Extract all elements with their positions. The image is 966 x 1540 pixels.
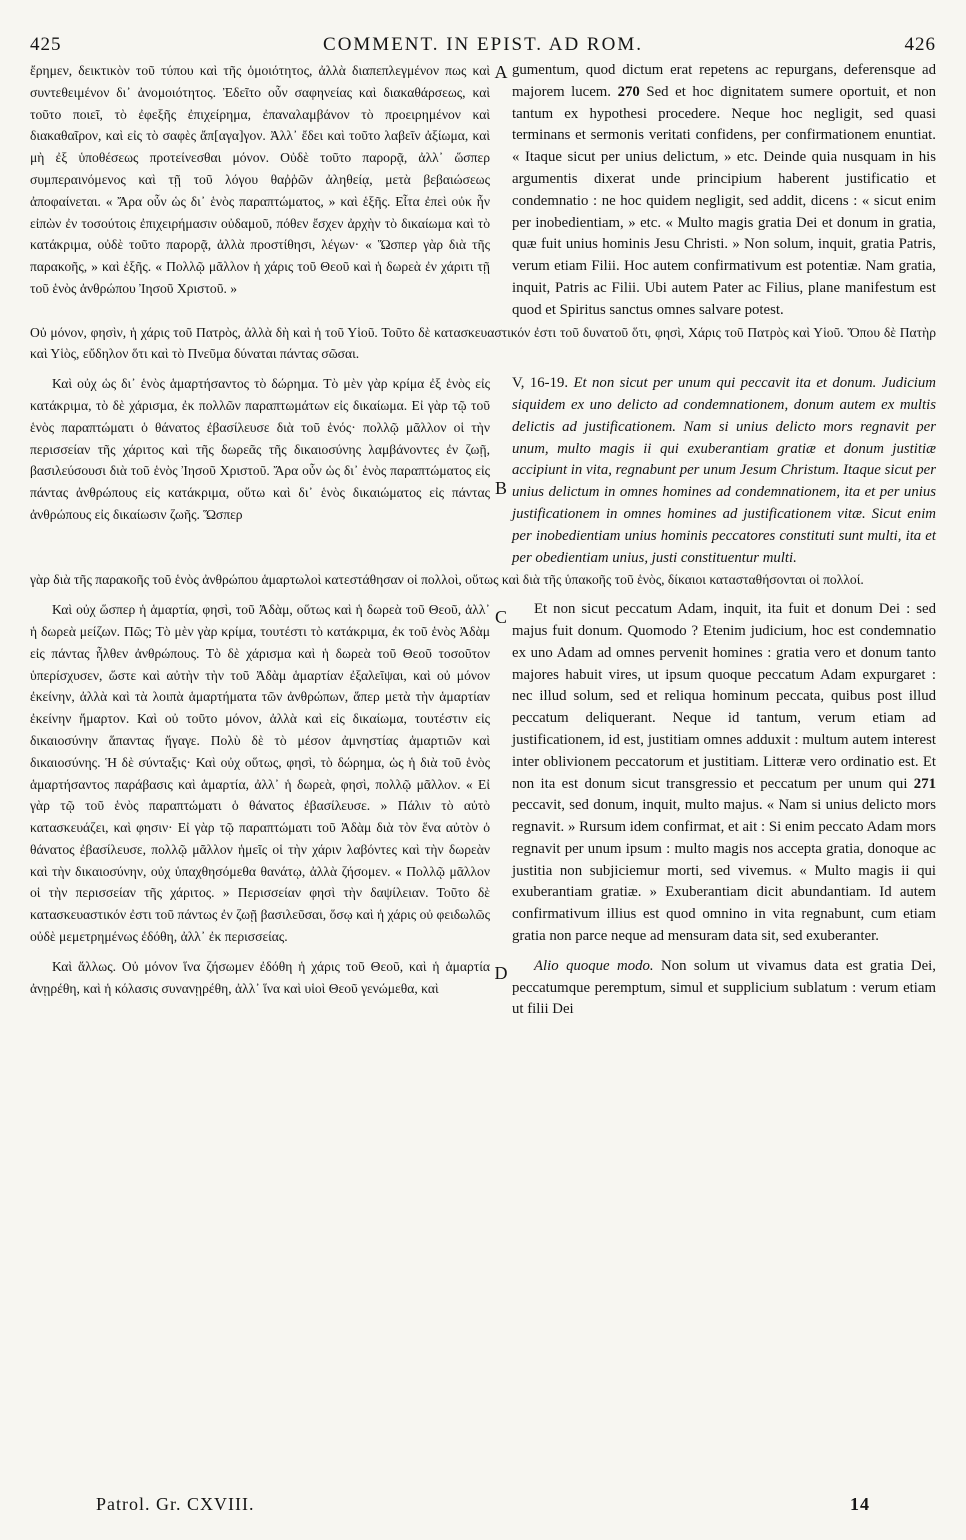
latin-text: Et non sicut peccatum Adam, inquit, ita fuit et donum Dei : sed majus fuit donum. Quomodo ? Etenim judicium, hoc est condemnatio ex uno Adam ad omnes pervenit homines : gratia vero et donum tanto majores habuit vires, ut ipsum quoque peccatum Adam expurgaret : nec illud solum, sed et reliqua hominum peccata, quibus post illud peccatum deliquerant. Neque id tantum, verum etiam ad justificationem, id est, justitiam omnes adduxit : multum autem interest inter oblivionem peccatorum et justitiam. Litteræ vero ordinatio est. Et non ita est donum sicut transgressio et peccatum per unum qui — [512, 601, 936, 792]
page-footer — [96, 1494, 870, 1515]
greek-paragraph: ἔρημεν, δεικτικὸν τοῦ τύπου καὶ τῆς ὁμοιότητος, ἀλλὰ διαπεπλεγμένον πως καὶ συντεθειμένον δι᾽ ἀνομοιότητος. Ἐδεῖτο οὖν σαφηνείας καὶ διακαθάρσεως, καὶ τοῦτο ποιεῖ, τὸ ἐφεξῆς ἐπιχείρημα, ἐπαναλαμβάνον τὸ προειρημένον καὶ διακαθαῖρον, καὶ εἰς τὸ σαφὲς ἄπ[αγα]γον. Ἀλλ᾽ ἔδει καὶ τοῦτο λαβεῖν ἀξίωμα, καὶ μὴ ἐξ ὑποθέσεως προτείνεσθαι μόνον. Οὐδὲ τοῦτο παρορᾷ, ἀλλ᾽ ὥσπερ συμπεραινόμενος καὶ τῇ τοῦ λόγου θαῤῥῶν ἀληθείᾳ, μετὰ βεβαιώσεως ἀποφαίνεται. « Ἄρα οὖν ὡς δι᾽ ἑνὸς παραπτώματος, » καὶ ἑξῆς. Εἶτα ἐπεὶ οὐκ ἦν εἰπὼν ἐν τοσούτοις ἐπιχειρήμασιν οὐδαμοῦ, πόθεν ἔσχεν ἀρχὴν τὸ δικαίωμα καὶ τὸ κατάκριμα, οὐδὲ τοῦτο παρορᾷ, ἀλλὰ προστίθησι, λέγων· « Ὥσπερ γὰρ διὰ τῆς παρακοῆς, » καὶ ἑξῆς. « Πολλῷ μᾶλλον ἡ χάρις τοῦ Θεοῦ καὶ ἡ δωρεὰ ἐν χάριτι τῇ τοῦ ἑνὸς ἀνθρώπου Ἰησοῦ Χριστοῦ. » — [30, 63, 490, 296]
margin-marker-c: C — [494, 607, 507, 628]
latin-column — [512, 60, 936, 322]
greek-full-width: Οὐ μόνον, φησὶν, ἡ χάρις τοῦ Πατρὸς, ἀλλὰ δὴ καὶ ἡ τοῦ Υἱοῦ. Τοῦτο δὲ κατασκευαστικόν ἐστι τοῦ δυνατοῦ ὅτι, φησὶ, Χάρις τοῦ Πατρὸς καὶ Υἱοῦ. Ὅπου δὲ Πατὴρ καὶ Υἱὸς, εὔδηλον ὅτι καὶ τὸ Πνεῦμα δύναται πάντας σῶσαι. — [30, 324, 936, 362]
latin-text: gumentum, quod dictum erat repetens ac repurgans, deferensque ad majorem lucem. — [512, 62, 936, 100]
latin-text-continued: Sed et hoc dignitatem sumere oportuit, et non tantum ex hypothesi procedere. Neque hoc negligit, sed quasi terminans et sermonis veritati confidens, per confirmationem enuntiat. « Itaque sicut per unius delictum, » etc. Deinde quia nusquam in his argumentis dixerat unde principium haberent justificatio et condemnatio : ne hoc quidem negligit, sed addit, dicens : « sicut enim per inobedientiam, » etc. « Multo magis gratia Dei et donum in gratia, quæ fuit unius hominis Jesu Christi. » Non solum, inquit, gratia Patris, verum etiam Filii. Hoc autem confirmativum est potentiæ. Nam gratia, inquit, Patris ac Filii. Ubi autem Pater ac Filius, plane manifestum est quod et Spiritus sanctus omnes salvare potest. — [512, 83, 937, 318]
greek-commentary: Καὶ οὐχ ὥσπερ ἡ ἁμαρτία, φησὶ, τοῦ Ἀδὰμ, οὕτως καὶ ἡ δωρεὰ τοῦ Θεοῦ, ἀλλ᾽ ἡ δωρεὰ μείζων. Πῶς; Τὸ μὲν γὰρ κρίμα, τουτέστι τὸ κατάκριμα, ἐκ τοῦ ἑνὸς Ἀδὰμ εἰς πάντας ἦλθεν ἀνθρώπους. Τὸ δὲ χάρισμα καὶ ἡ δωρεὰ τοῦ Θεοῦ τοσοῦτον ὑπερίσχυσεν, ὥστε καὶ αὐτὴν τὴν τοῦ Ἀδὰμ ἁμαρτίαν ἐξαλεῖψαι, καὶ οὐ μόνον ἐκείνην, ἀλλὰ καὶ τὰ λοιπὰ ἁμαρτήματα τῶν ἀνθρώπων, ἅπερ μετὰ τὴν ἁμαρτίαν ἐκείνην ἥμαρτον. Καὶ οὐ τοῦτο μόνον, ἀλλὰ καὶ εἰς δικαίωμα, τουτέστιν εἰς δικαιοσύνην ἅπαντας ἤγαγε. Πολὺ δὲ τὸ μέσον ἀμνηστίας ἁμαρτιῶν καὶ δικαιοσύνης. Ἡ δὲ σύνταξις· Καὶ οὐχ οὕτως, φησὶ, τὸ δώρημα, ὡς ἡ διὰ τοῦ ἑνὸς ἁμαρτήσαντος παράβασις καὶ ἁμαρτία, ἀλλ᾽ ἡ δωρεὰ, φησὶ, πολλῷ μᾶλλον. « Εἰ γὰρ τῷ τοῦ ἑνὸς παραπτώματι ὁ θάνατος ἐβασίλευσε. » Πάλιν τὸ αὐτὸ κατασκευάζει, καὶ φησιν· Εἰ γὰρ τῷ παραπτώματι τοῦ Ἀδὰμ διὰ τὸν ἕνα αὐτὸν ὁ θάνατος ἐβασίλευσε, πολλῷ μᾶλλον ἡμεῖς οἱ τὴν χάριν λαβόντες καὶ τὴν δωρεὰν καὶ τὴν δικαιοσύνην, οὐχ ὑπαχθησόμεθα θανάτῳ, ἀλλὰ ζήσομεν. « Πολλῷ μᾶλλον οἱ τὴν περισσείαν τῆς χάριτος. » Περισσείαν φησὶ τὴν δαψίλειαν. Τοῦτο δὲ κατασκευαστικόν ἐστι τοῦ πάντως ἐν ζωῇ βασιλεῦσαι, ὅσῳ καὶ ἡ χάρις οὐ φειδωλῶς οὐδὲ μεμετρημένως ἐδόθη, ἀλλ᾽ ἐκ περισσείας. — [30, 602, 490, 945]
left-page-number: 425 — [30, 34, 62, 55]
latin-column — [512, 373, 936, 569]
margin-markers — [490, 599, 512, 984]
latin-commentary — [512, 599, 936, 948]
latin-paragraph — [512, 956, 936, 1021]
latin-paragraph — [512, 60, 936, 322]
margin-marker-d: D — [494, 963, 508, 984]
margin-marker-b: B — [494, 478, 507, 498]
latin-column — [512, 599, 936, 948]
greek-column — [30, 373, 490, 569]
latin-text: Non solum ut vivamus data est gratia Dei, peccatumque peremptum, simul et supplicium sublatum : verum etiam ut filii Dei — [512, 957, 936, 1018]
latin-verse-text: Et non sicut per unum qui peccavit ita et donum. Judicium siquidem ex uno delicto ad condemnationem, donum autem ex multis delictis ad justificationem. Nam si unius delicto mors regnavit per unum, multo magis ii qui exuberantiam gratiæ et donum justitiæ accipiunt in vita, regnabunt per unum Jesum Christum. Itaque sicut per unius delictum in omnes homines ad condemnationem, ita et per unius justificationem in omnes homines ad justificationem vitæ. Sicut enim per inobedientiam unius hominis peccatores constituti sunt multi, ita et per obedientiam unius, justi constituentur multi. — [512, 375, 936, 566]
greek-paragraph: Καὶ ἄλλως. Οὐ μόνον ἵνα ζήσωμεν ἐδόθη ἡ χάρις τοῦ Θεοῦ, καὶ ἡ ἁμαρτία ἀνῃρέθη, καὶ ἡ κόλασις συνανῃρέθη, ἀλλ᾽ ἵνα καὶ υἱοὶ Θεοῦ γενώμεθα, καὶ — [30, 958, 490, 996]
running-header — [30, 34, 936, 60]
block-2 — [30, 373, 936, 569]
block-4 — [30, 956, 936, 1021]
greek-column — [30, 599, 490, 948]
verse-reference: V, 16-19. — [512, 375, 569, 392]
latin-column — [512, 956, 936, 1021]
running-title: COMMENT. IN EPIST. AD ROM. — [323, 34, 643, 55]
greek-column — [30, 956, 490, 1021]
greek-column — [30, 60, 490, 322]
latin-text-continued: peccavit, sed donum, inquit, multo majus. « Nam si unius delicto mors regnavit. » Rursum idem confirmat, et ait : Si enim peccato Adam mors regnavit per unum ipsum : multo magis nos accepta gratia, donoque ac justitia non subjiciemur morti, sed vivemus. « Multo magis ii qui exuberantiam gratiæ. » Exuberantiam dicit abundantiam. Id autem confirmativum illius est quod omnino in vita regnabunt, cum etiam gratia non parce neque ad mensuram data sit, sed exuberanter. — [512, 797, 936, 945]
margin-markers — [490, 60, 512, 498]
column-number: 270 — [617, 83, 640, 100]
sheet-number: 14 — [850, 1494, 870, 1514]
greek-verse: Καὶ οὐχ ὡς δι᾽ ἑνὸς ἁμαρτήσαντος τὸ δώρημα. Τὸ μὲν γὰρ κρίμα ἐξ ἑνὸς εἰς κατάκριμα, τὸ δὲ χάρισμα, ἐκ πολλῶν παραπτωμάτων εἰς δικαίωμα. Εἰ γὰρ τῷ τοῦ ἑνὸς παραπτώματι ὁ θάνατος ἐβασίλευσε διὰ τοῦ ἑνός· πολλῷ μᾶλλον οἱ τὴν περισσείαν τῆς χάριτος καὶ τῆς δωρεᾶς τῆς δικαιοσύνης λαμβάνοντες ἐν ζωῇ, βασιλεύσουσι διὰ τοῦ ἑνὸς Ἰησοῦ Χριστοῦ. Ἄρα οὖν ὡς δι᾽ ἑνὸς παραπτώματος εἰς πάντας ἀνθρώπους εἰς κατάκριμα, οὕτω καὶ δι᾽ ἑνὸς δικαιώματος εἰς πάντας ἀνθρώπους εἰς δικαίωσιν ζωῆς. Ὥσπερ — [30, 376, 490, 522]
latin-verse — [512, 373, 936, 569]
greek-full-width: γὰρ διὰ τῆς παρακοῆς τοῦ ἑνὸς ἀνθρώπου ἁμαρτωλοὶ κατεστάθησαν οἱ πολλοὶ, οὕτως καὶ διὰ τῆς ὑπακοῆς τοῦ ἑνὸς, δίκαιοι κατασταθήσονται οἱ πολλοί. — [30, 572, 864, 588]
latin-lead: Alio quoque modo. — [534, 957, 654, 974]
volume-signature: Patrol. Gr. CXVIII. — [96, 1494, 255, 1514]
column-number: 271 — [913, 775, 936, 792]
right-page-number: 426 — [904, 34, 936, 55]
margin-marker-a: A — [494, 62, 508, 82]
